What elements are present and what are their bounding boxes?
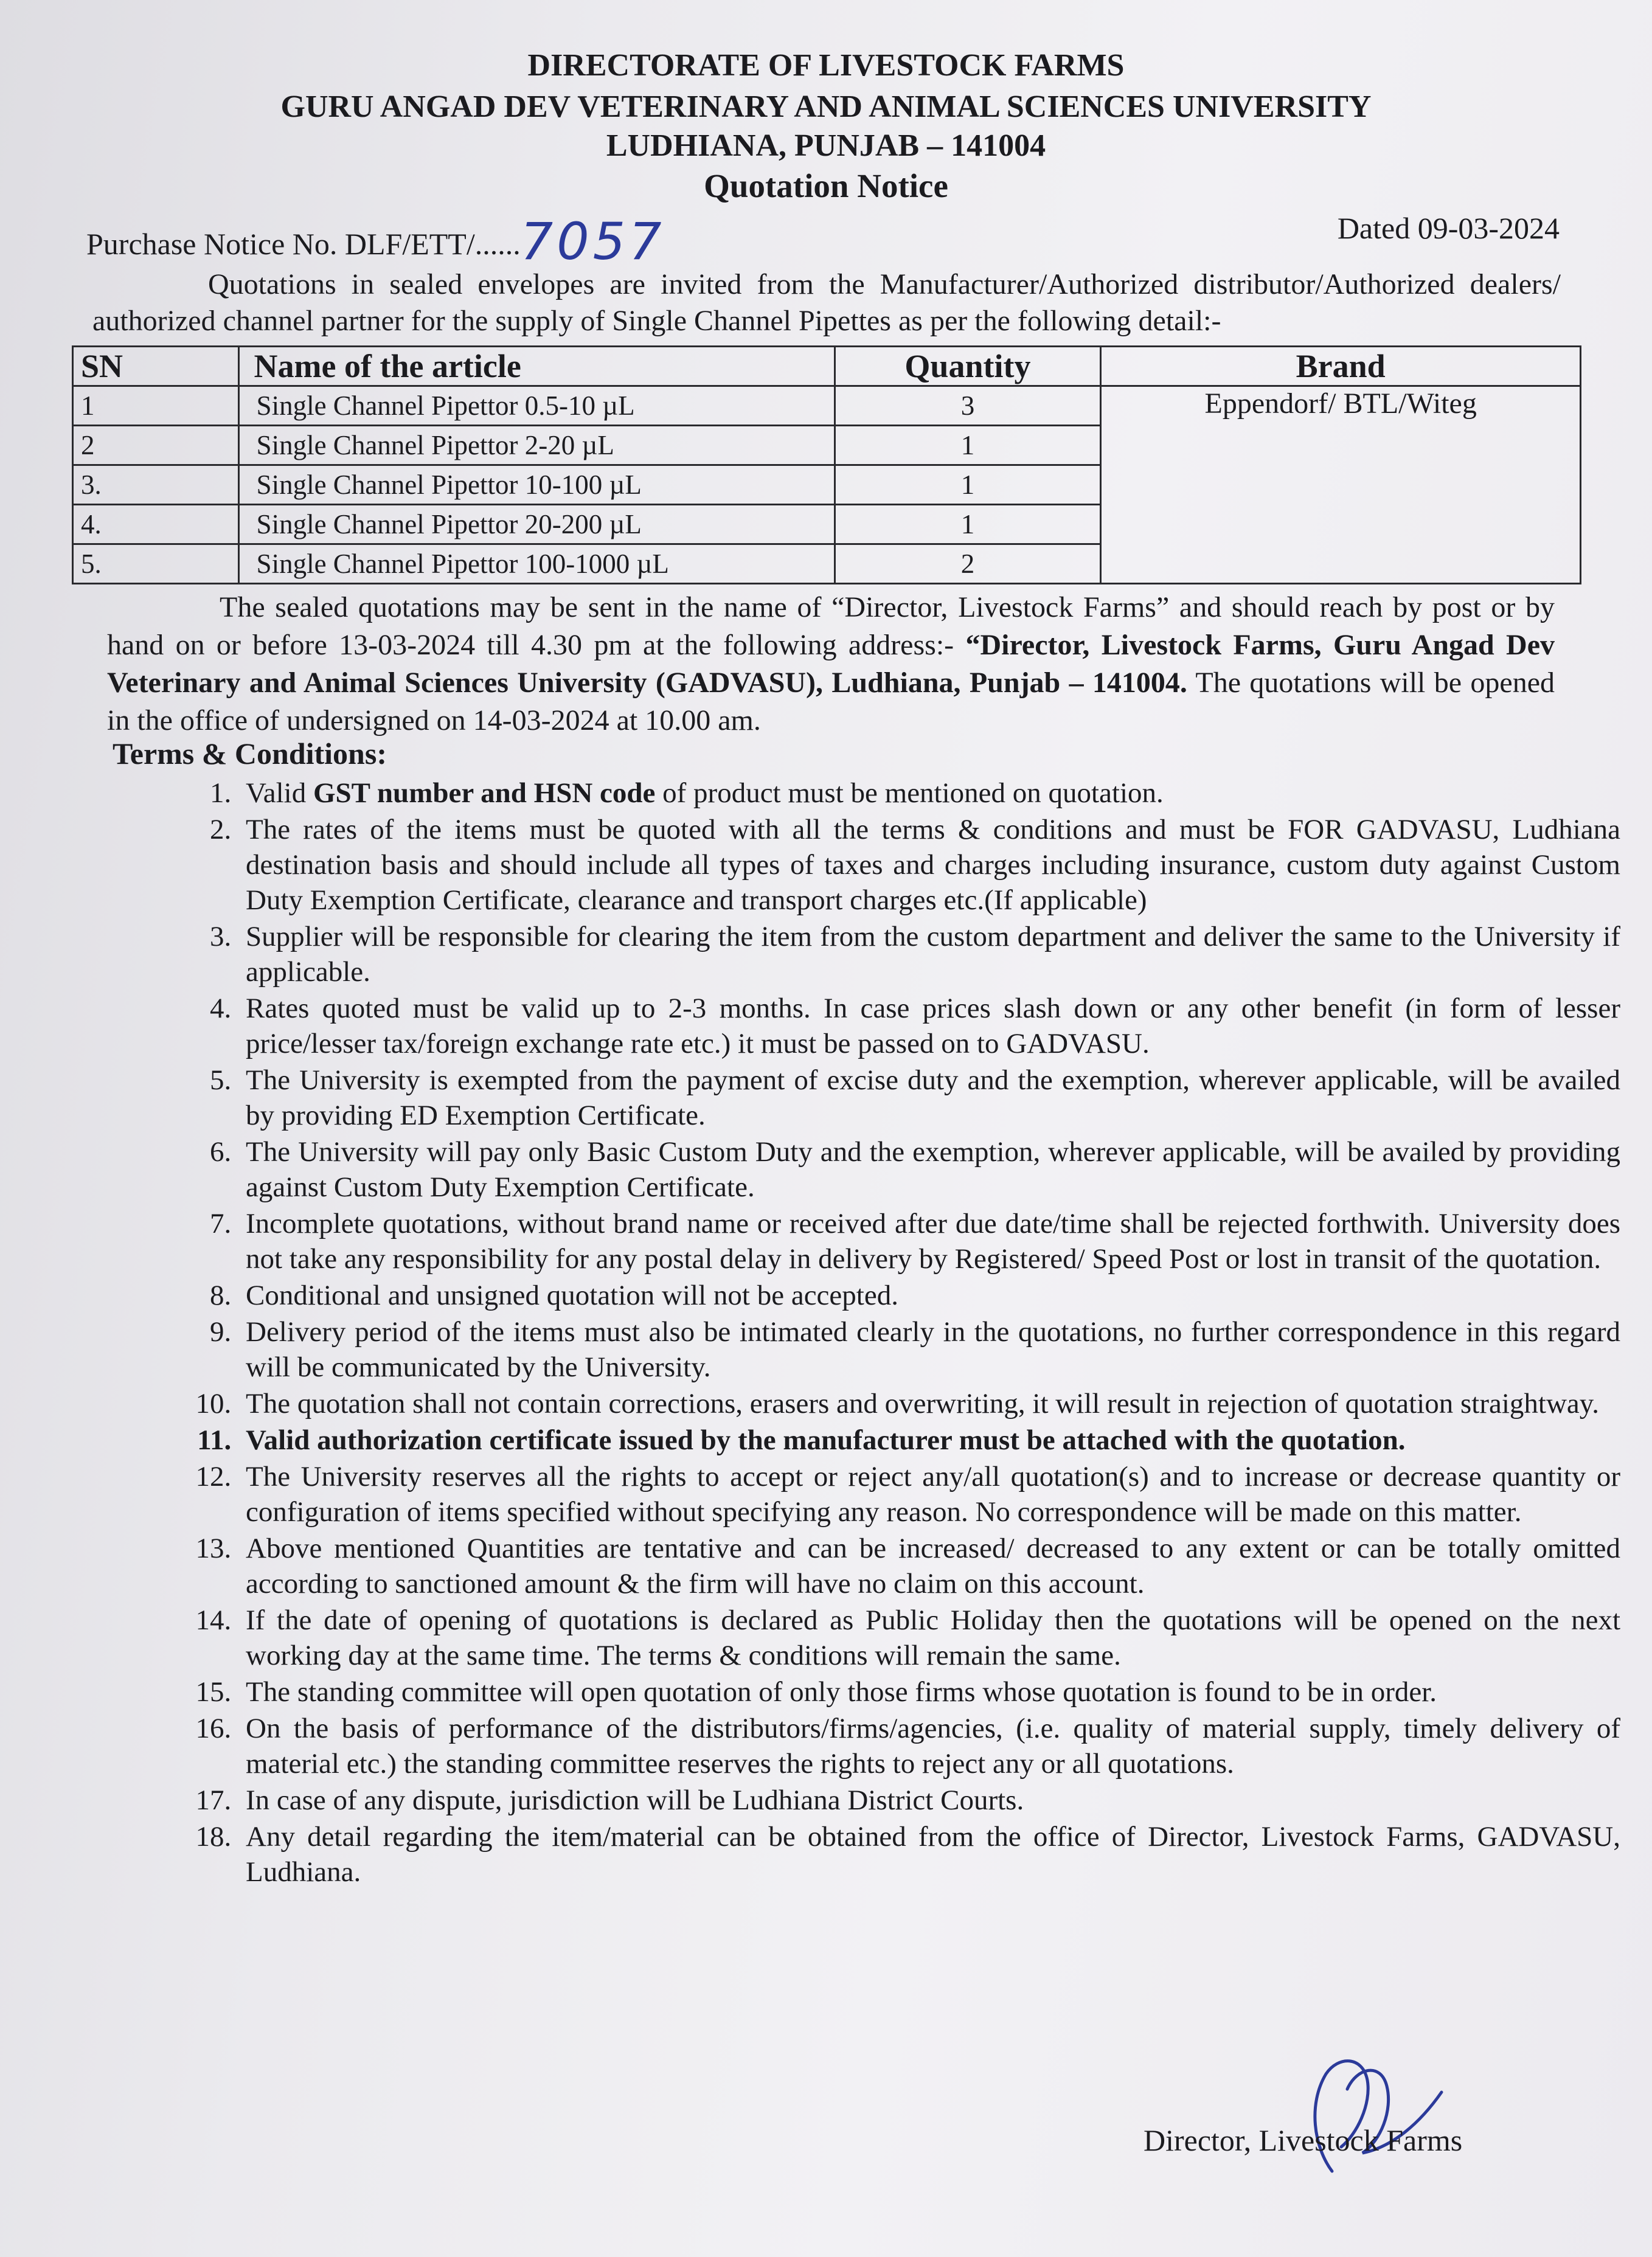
row-article: Single Channel Pipettor 20-200 µL (238, 505, 835, 544)
term-item: 17. In case of any dispute, jurisdiction will be Ludhiana District Courts. (238, 1783, 1620, 1818)
term-text: Valid (246, 777, 313, 809)
row-quantity: 1 (835, 426, 1101, 465)
row-sn: 2 (73, 426, 239, 465)
submission-address: “Director, Livestock Farms, Guru Angad Dev Veterinary and Animal Sciences University (GADVASU), Ludhiana, Punjab – 141004. (107, 629, 1555, 699)
submission-paragraph (107, 589, 1555, 740)
row-quantity: 1 (835, 465, 1101, 505)
row-article: Single Channel Pipettor 2-20 µL (238, 426, 835, 465)
term-item: 8. Conditional and unsigned quotation will not be accepted. (238, 1278, 1620, 1313)
directorate-heading: DIRECTORATE OF LIVESTOCK FARMS (527, 48, 1125, 83)
terms-list (159, 775, 1620, 1891)
row-article: Single Channel Pipettor 0.5-10 µL (238, 386, 835, 426)
column-header-article: Name of the article (238, 347, 835, 386)
term-item: 15. The standing committee will open quotation of only those firms whose quotation is found to be in order. (238, 1674, 1620, 1710)
notice-date: Dated 09-03-2024 (1337, 211, 1560, 245)
opening-text: The quotations will be opened in the office of undersigned on 14-03-2024 at 10.00 am. (107, 667, 1555, 737)
handwritten-signature (1289, 2031, 1448, 2189)
term-item: 11. Valid authorization certificate issued by the manufacturer must be attached with the quotation. (238, 1423, 1620, 1458)
term-item: 16. On the basis of performance of the distributors/firms/agencies, (i.e. quality of material supply, timely delivery of material etc.) the standing committee reserves the rights to reject any or all quotations. (238, 1711, 1620, 1781)
table-row (73, 386, 1581, 426)
term-item (238, 775, 1620, 811)
items-table (72, 345, 1581, 584)
row-article: Single Channel Pipettor 10-100 µL (238, 465, 835, 505)
term-item: 2. The rates of the items must be quoted with all the terms & conditions and must be FOR GADVASU, Ludhiana destination basis and should include all types of taxes and charges including insurance, custom duty against Custom Duty Exemption Certificate, clearance and transport charges etc.(If applicable) (238, 812, 1620, 918)
row-article: Single Channel Pipettor 100-1000 µL (238, 544, 835, 584)
brand-cell: Eppendorf/ BTL/Witeg (1101, 386, 1581, 584)
term-item: 13. Above mentioned Quantities are tentative and can be increased/ decreased to any extent or can be totally omitted according to sanctioned amount & the firm will have no claim on this account. (238, 1531, 1620, 1601)
column-header-quantity: Quantity (835, 347, 1101, 386)
row-sn: 5. (73, 544, 239, 584)
row-sn: 4. (73, 505, 239, 544)
term-item: 10. The quotation shall not contain corrections, erasers and overwriting, it will result in rejection of quotation straightway. (238, 1386, 1620, 1421)
column-header-sn: SN (73, 347, 239, 386)
term-item: 3. Supplier will be responsible for clearing the item from the custom department and deliver the same to the University if applicable. (238, 919, 1620, 990)
handwritten-notice-number: 7057 (520, 212, 665, 271)
terms-title: Terms & Conditions: (113, 737, 387, 771)
term-item: 14. If the date of opening of quotations is declared as Public Holiday then the quotations will be opened on the next working day at the same time. The terms & conditions will remain the same. (238, 1603, 1620, 1673)
director-signature-title: Director, Livestock Farms (1144, 2123, 1463, 2157)
column-header-brand: Brand (1101, 347, 1581, 386)
row-sn: 3. (73, 465, 239, 505)
purchase-notice-number (86, 207, 665, 271)
address-heading: LUDHIANA, PUNJAB – 141004 (606, 128, 1046, 163)
term-item: 9. Delivery period of the items must also be intimated clearly in the quotations, no further correspondence in this regard will be communicated by the University. (238, 1314, 1620, 1385)
table-header-row (73, 347, 1581, 386)
term-bold-text: GST number and HSN code (313, 777, 656, 809)
term-item: 6. The University will pay only Basic Custom Duty and the exemption, wherever applicable, will be availed by providing against Custom Duty Exemption Certificate. (238, 1134, 1620, 1205)
row-quantity: 2 (835, 544, 1101, 584)
term-text: of product must be mentioned on quotation. (655, 777, 1164, 809)
term-item: 18. Any detail regarding the item/material can be obtained from the office of Director, Livestock Farms, GADVASU, Ludhiana. (238, 1819, 1620, 1890)
intro-paragraph: Quotations in sealed envelopes are invited from the Manufacturer/Authorized distributor/Authorized dealers/ authorized channel partner for the supply of Single Channel Pipettes as per the following detail:- (92, 268, 1561, 337)
row-quantity: 1 (835, 505, 1101, 544)
purchase-notice-label: Purchase Notice No. DLF/ETT/...... (86, 227, 521, 261)
term-item: 12. The University reserves all the rights to accept or reject any/all quotation(s) and to increase or decrease quantity or configuration of items specified without specifying any reason. No correspondence will be made on this matter. (238, 1459, 1620, 1530)
term-item: 5. The University is exempted from the payment of excise duty and the exemption, wherever applicable, will be availed by providing ED Exemption Certificate. (238, 1063, 1620, 1133)
page-title: Quotation Notice (704, 167, 948, 204)
term-item: 4. Rates quoted must be valid up to 2-3 months. In case prices slash down or any other benefit (in form of lesser price/lesser tax/foreign exchange rate etc.) it must be passed on to GADVASU. (238, 991, 1620, 1061)
submission-text: The sealed quotations may be sent in the name of “Director, Livestock Farms” and should reach by post or by hand on or before 13-03-2024 till 4.30 pm at the following address:- (107, 591, 1555, 661)
university-heading: GURU ANGAD DEV VETERINARY AND ANIMAL SCIENCES UNIVERSITY (280, 89, 1372, 124)
term-item: 7. Incomplete quotations, without brand name or received after due date/time shall be rejected forthwith. University does not take any responsibility for any postal delay in delivery by Registered/ Speed Post or lost in transit of the quotation. (238, 1206, 1620, 1277)
row-quantity: 3 (835, 386, 1101, 426)
row-sn: 1 (73, 386, 239, 426)
